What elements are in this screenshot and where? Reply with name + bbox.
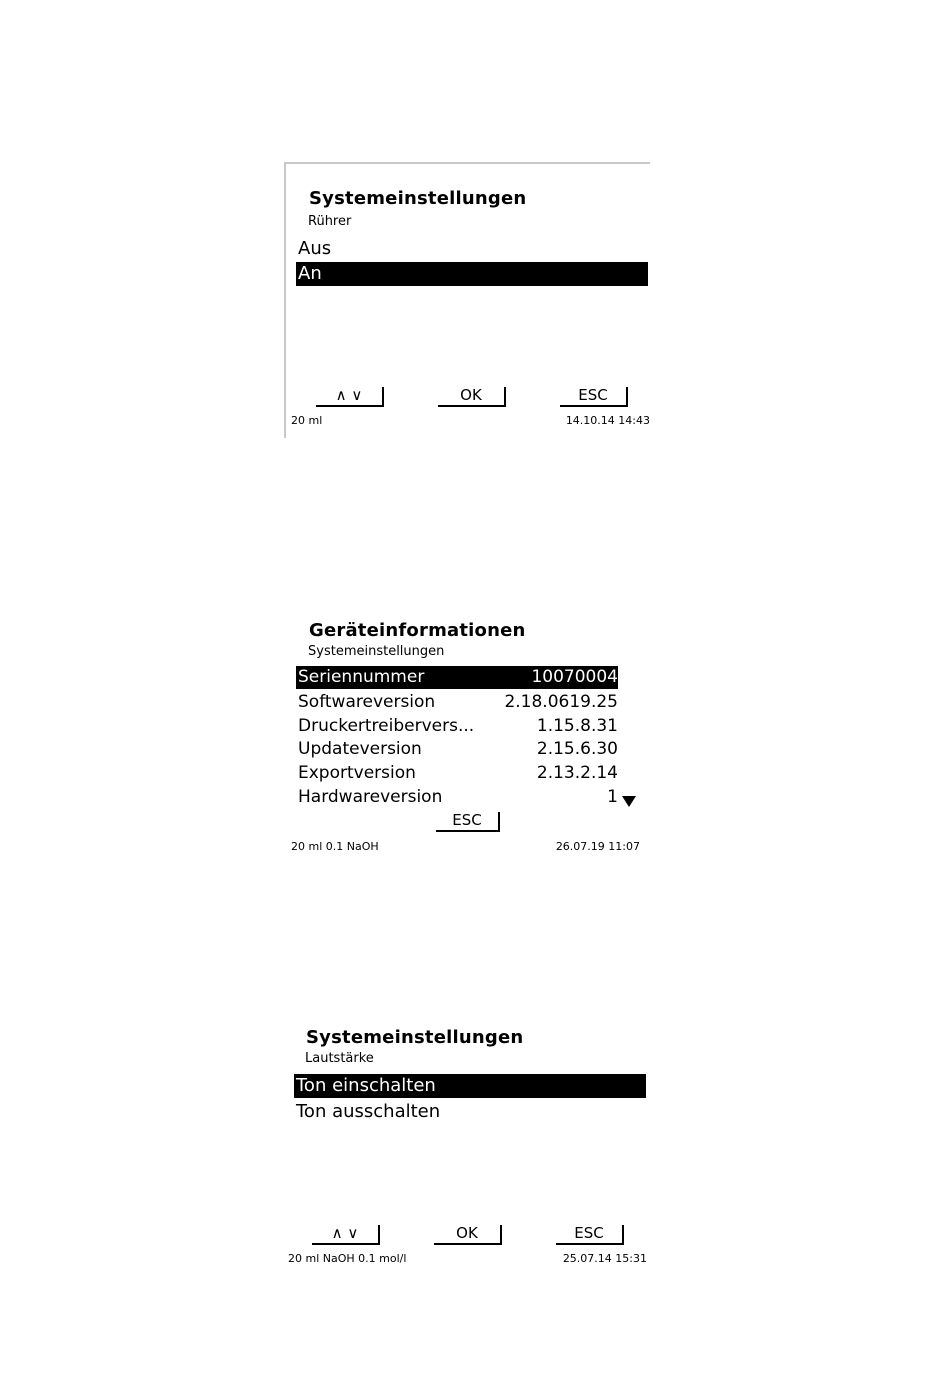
esc-button[interactable]: ESC xyxy=(436,812,500,832)
page-title: Systemeinstellungen xyxy=(309,188,527,209)
info-label: Updateversion xyxy=(298,739,422,759)
stirrer-settings-screen xyxy=(284,162,650,438)
info-label: Exportversion xyxy=(298,763,416,783)
status-left: 20 ml xyxy=(291,414,323,427)
info-label: Druckertreibervers... xyxy=(298,716,475,736)
page-title: Geräteinformationen xyxy=(309,620,526,641)
status-left: 20 ml NaOH 0.1 mol/l xyxy=(288,1252,407,1265)
info-row-printer-driver-version[interactable] xyxy=(296,715,618,738)
page-title: Systemeinstellungen xyxy=(306,1027,524,1048)
option-an-selected[interactable]: An xyxy=(296,262,648,286)
info-label: Seriennummer xyxy=(298,667,425,687)
info-value: 1 xyxy=(607,787,618,807)
up-down-button[interactable]: ∧ ∨ xyxy=(312,1225,380,1245)
info-value: 2.18.0619.25 xyxy=(504,692,618,712)
info-row-update-version[interactable] xyxy=(296,738,618,761)
info-value: 1.15.8.31 xyxy=(536,716,618,736)
info-row-hardware-version[interactable] xyxy=(296,786,618,809)
status-datetime: 14.10.14 14:43 xyxy=(565,414,650,427)
ok-button[interactable]: OK xyxy=(438,387,506,407)
status-left: 20 ml 0.1 NaOH xyxy=(291,840,379,853)
info-value: 10070004 xyxy=(531,667,618,687)
info-label: Hardwareversion xyxy=(298,787,443,807)
option-sound-on-selected[interactable]: Ton einschalten xyxy=(294,1074,646,1098)
page-subtitle: Lautstärke xyxy=(305,1051,374,1066)
down-triangle-icon[interactable] xyxy=(622,796,636,807)
device-info-screen xyxy=(284,612,650,862)
option-aus[interactable]: Aus xyxy=(298,238,332,259)
volume-settings-screen xyxy=(282,1020,650,1270)
esc-button[interactable]: ESC xyxy=(560,387,628,407)
info-row-software-version[interactable] xyxy=(296,691,618,714)
status-datetime: 25.07.14 15:31 xyxy=(562,1252,647,1265)
info-label: Softwareversion xyxy=(298,692,436,712)
page-subtitle: Systemeinstellungen xyxy=(308,644,445,659)
up-down-button[interactable]: ∧ ∨ xyxy=(316,387,384,407)
info-value: 2.15.6.30 xyxy=(536,739,618,759)
status-datetime: 26.07.19 11:07 xyxy=(555,840,640,853)
page-subtitle: Rührer xyxy=(308,214,352,229)
info-value: 2.13.2.14 xyxy=(536,763,618,783)
ok-button[interactable]: OK xyxy=(434,1225,502,1245)
esc-button[interactable]: ESC xyxy=(556,1225,624,1245)
option-sound-off[interactable]: Ton ausschalten xyxy=(296,1101,441,1122)
info-row-export-version[interactable] xyxy=(296,762,618,785)
info-row-serial-number[interactable] xyxy=(296,666,618,689)
